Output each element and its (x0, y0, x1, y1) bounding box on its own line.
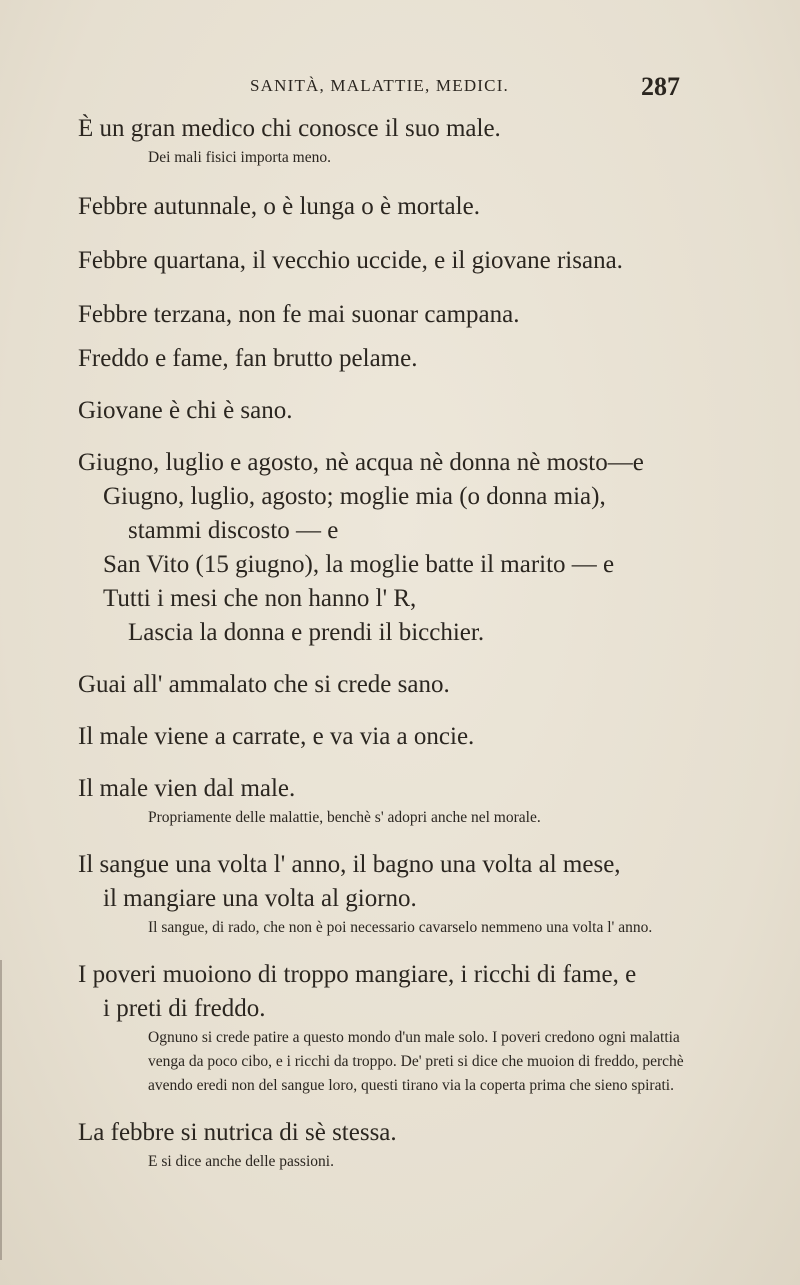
proverb-note: Ognuno si crede patire a questo mondo d'un male solo. I poveri credono ogni malattia venga da poco cibo, e i ricchi da troppo. De' preti si dice che muoion di freddo, perchè avendo eredi non del sangue loro, questi tirano via la coperta prima che sieno spirati. (148, 1029, 684, 1094)
proverb-text: Il male viene a carrate, e va via a oncie. (78, 723, 475, 750)
proverb-entry (78, 1116, 718, 1174)
proverb-text: Febbre terzana, non fe mai suonar campana. (78, 301, 520, 328)
proverb-variant: Tutti i mesi che non hanno l' R, (103, 585, 417, 612)
proverb-text: Il male vien dal male. (78, 775, 296, 802)
proverb-text-continued: il mangiare una volta al giorno. (103, 885, 417, 912)
proverb-note: Il sangue, di rado, che non è poi necessario cavarselo nemmeno una volta l' anno. (148, 919, 653, 936)
proverb-entry (78, 446, 718, 650)
proverb-text: Giugno, luglio e agosto, nè acqua nè donna nè mosto—e (78, 449, 644, 476)
page-edge-shadow (0, 960, 12, 1260)
proverb-text: Giovane è chi è sano. (78, 397, 293, 424)
proverb-variant: Giugno, luglio, agosto; moglie mia (o donna mia), (103, 483, 606, 510)
proverb-text: Freddo e fame, fan brutto pelame. (78, 345, 418, 372)
running-head: SANITÀ, MALATTIE, MEDICI. (250, 76, 510, 95)
proverb-note: Dei mali fisici importa meno. (148, 149, 331, 166)
proverb-text: È un gran medico chi conosce il suo male. (78, 115, 501, 142)
proverb-entry (78, 244, 718, 278)
proverb-entry (78, 190, 718, 224)
proverb-entry (78, 342, 718, 376)
proverb-entry (78, 298, 718, 332)
page-number: 287 (641, 72, 680, 101)
proverb-entry (78, 720, 718, 754)
proverb-variant: San Vito (15 giugno), la moglie batte il marito — e (103, 551, 615, 578)
proverb-variant: stammi discosto — e (128, 517, 339, 544)
proverb-entry (78, 958, 718, 1098)
proverb-entry (78, 848, 718, 940)
proverb-text: Guai all' ammalato che si crede sano. (78, 671, 450, 698)
page-header (0, 72, 800, 106)
proverb-note: Propriamente delle malattie, benchè s' adopri anche nel morale. (148, 809, 541, 826)
proverb-text: Il sangue una volta l' anno, il bagno una volta al mese, (78, 851, 621, 878)
proverb-entry (78, 668, 718, 702)
proverb-list (78, 112, 718, 1174)
proverb-text: Febbre quartana, il vecchio uccide, e il giovane risana. (78, 247, 623, 274)
proverb-entry (78, 772, 718, 830)
proverb-text-continued: i preti di freddo. (103, 995, 266, 1022)
proverb-text: Febbre autunnale, o è lunga o è mortale. (78, 193, 480, 220)
proverb-text: I poveri muoiono di troppo mangiare, i ricchi di fame, e (78, 961, 637, 988)
proverb-variant: Lascia la donna e prendi il bicchier. (128, 619, 485, 646)
proverb-entry (78, 394, 718, 428)
proverb-entry (78, 112, 718, 170)
proverb-note: E si dice anche delle passioni. (148, 1153, 334, 1170)
proverb-text: La febbre si nutrica di sè stessa. (78, 1119, 397, 1146)
